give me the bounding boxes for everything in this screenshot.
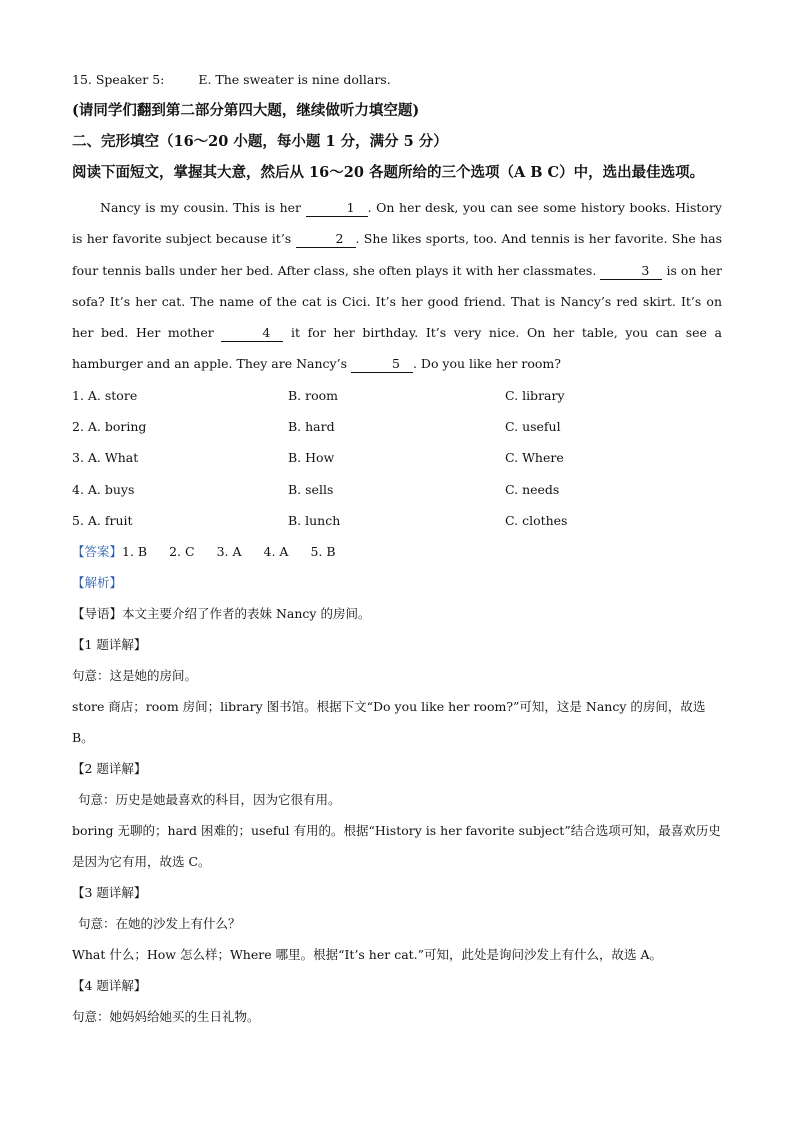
option-c: C. clothes	[505, 512, 568, 528]
answer-tag: 【答案】	[72, 544, 123, 560]
option-row-3	[72, 442, 722, 473]
detail-2-explain: boring 无聊的；hard 困难的；useful 有用的。根据“History is her favorite subject”结合选项可知，最喜欢历史是因为它有用，故选 C。	[72, 823, 721, 870]
passage-text: it for her birthday. It’s very nice. On her table, you can see a hamburger and an apple. They are Nancy’s	[72, 325, 722, 372]
answer-line	[72, 536, 722, 567]
guide-line	[72, 598, 722, 629]
passage-text: . Do you like her room?	[412, 356, 561, 372]
option-b: B. hard	[288, 419, 335, 435]
option-c: C. needs	[505, 481, 560, 497]
option-b: B. How	[288, 450, 335, 466]
option-a: 4. A. buys	[72, 481, 135, 497]
options-list	[72, 380, 722, 536]
answer-item: 4. A	[263, 544, 289, 560]
option-a: 5. A. fruit	[72, 512, 133, 528]
option-c: C. Where	[505, 450, 564, 466]
detail-4-head: 【4 题详解】	[72, 978, 147, 994]
option-b: B. lunch	[288, 512, 341, 528]
detail-3-meaning: 句意：在她的沙发上有什么？	[78, 916, 241, 932]
detail-1-meaning: 句意：这是她的房间。	[72, 668, 198, 684]
blank-1: 1	[306, 200, 368, 217]
detail-3-head: 【3 题详解】	[72, 885, 147, 901]
option-row-2	[72, 411, 722, 442]
speaker-label: 15. Speaker 5:	[72, 72, 165, 87]
option-row-4	[72, 474, 722, 505]
option-row-1	[72, 380, 722, 411]
answer-item: 5. B	[310, 544, 336, 560]
blank-5: 5	[351, 356, 413, 373]
speaker-option: E. The sweater is nine dollars.	[198, 72, 391, 87]
detail-2-meaning: 句意：历史是她最喜欢的科目，因为它很有用。	[78, 792, 341, 808]
blank-4: 4	[221, 325, 283, 342]
detail-1-head: 【1 题详解】	[72, 637, 147, 653]
speaker-line	[72, 64, 722, 95]
passage-text: is on her sofa? It’s her cat. The name of the cat is Cici. It’s her good friend. That is Nancy’s red skirt. It’s on her bed. Her mother	[72, 262, 722, 341]
answer-item: 2. C	[169, 544, 195, 560]
option-b: B. sells	[288, 481, 334, 497]
answer-item: 1. B	[122, 544, 148, 560]
guide-tag: 【导语】	[72, 606, 123, 622]
notice: (请同学们翻到第二部分第四大题，继续做听力填空题)	[72, 102, 420, 119]
passage-text: . She likes sports, too. And tennis is her favorite. She has four tennis balls under her bed. After class, she often plays it with her classmates.	[72, 231, 723, 278]
instruction: 阅读下面短文，掌握其大意，然后从 16～20 各题所给的三个选项（A B C）中，选出最佳选项。	[72, 164, 705, 181]
option-a: 3. A. What	[72, 450, 139, 466]
section-title: 二、完形填空（16～20 小题，每小题 1 分，满分 5 分）	[72, 133, 448, 150]
detail-1-explain: store 商店；room 房间；library 图书馆。根据下文“Do you like her room?”可知，这是 Nancy 的房间，故选 B。	[72, 699, 706, 746]
option-a: 2. A. boring	[72, 419, 147, 435]
guide-text: 本文主要介绍了作者的表妹 Nancy 的房间。	[122, 606, 371, 622]
option-row-5	[72, 505, 722, 536]
answer-item: 3. A	[216, 544, 242, 560]
document-page	[72, 64, 722, 1032]
detail-4-meaning: 句意：她妈妈给她买的生日礼物。	[72, 1009, 260, 1025]
blank-2: 2	[296, 231, 356, 248]
detail-3-explain: What 什么；How 怎么样；Where 哪里。根据“It’s her cat.”可知，此处是询问沙发上有什么，故选 A。	[72, 947, 663, 963]
passage-text: Nancy is my cousin. This is her	[100, 200, 306, 215]
passage-text: . On her desk, you can see some history books. History is her favorite subject because it’s	[72, 200, 722, 247]
option-b: B. room	[288, 387, 339, 403]
option-c: C. useful	[505, 419, 561, 435]
detail-2-head: 【2 题详解】	[72, 761, 147, 777]
option-a: 1. A. store	[72, 387, 138, 403]
passage	[72, 192, 722, 380]
option-c: C. library	[505, 387, 565, 403]
analysis-tag: 【解析】	[72, 575, 123, 591]
blank-3: 3	[600, 263, 662, 280]
